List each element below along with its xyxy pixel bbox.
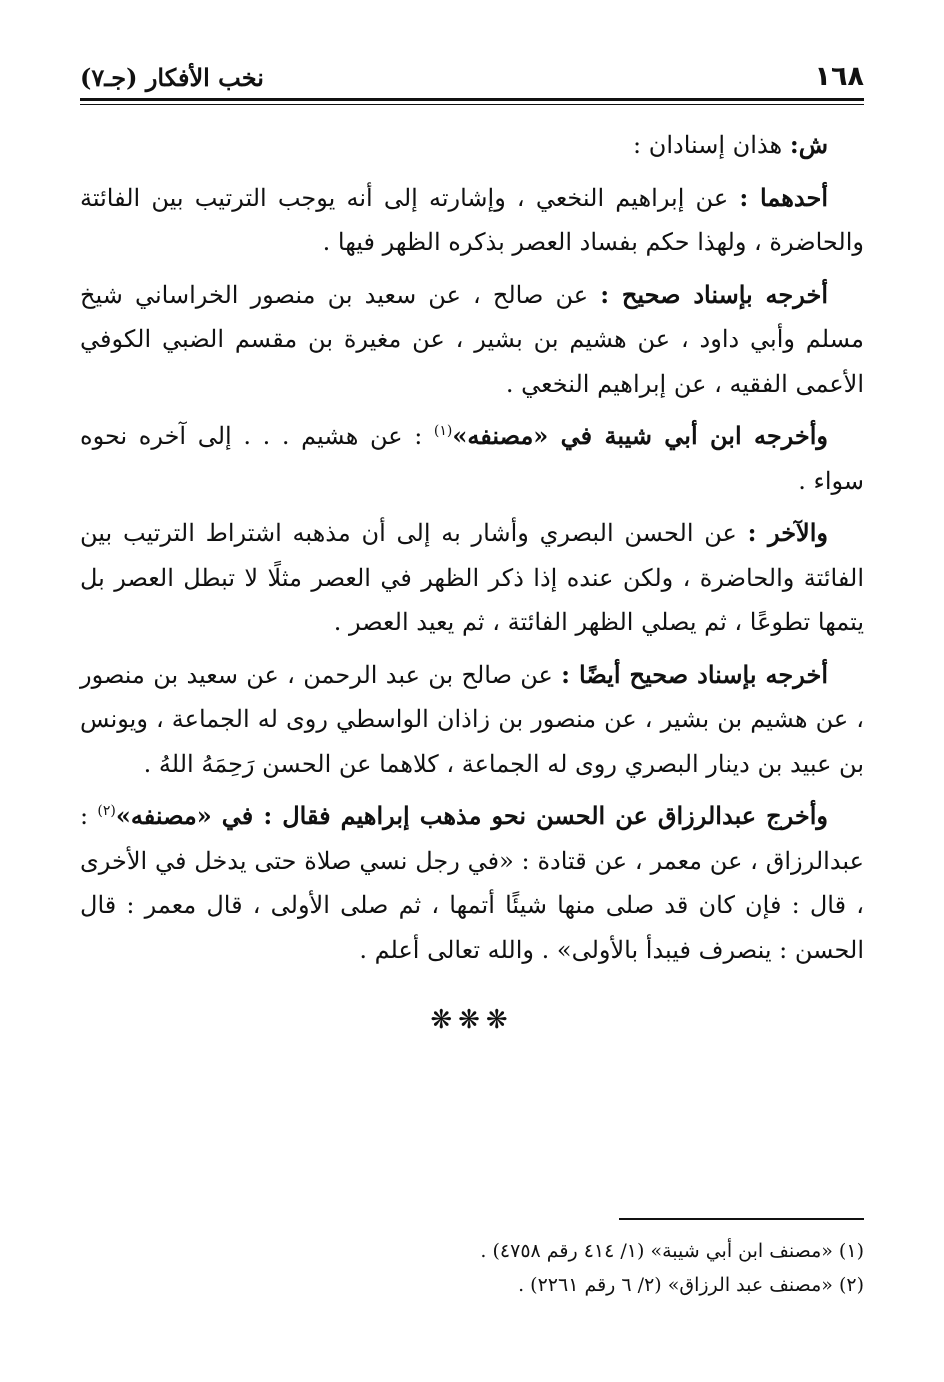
footnote-rule [619, 1218, 864, 1220]
header-rule-thick [80, 98, 864, 101]
footnotes [80, 1218, 864, 1302]
paragraph-2 [80, 176, 864, 265]
footnote-ref-2[interactable]: (٢) [97, 803, 116, 819]
header-rule-thin [80, 104, 864, 105]
paragraph-3 [80, 273, 864, 407]
paragraph-5 [80, 511, 864, 645]
page-header [80, 52, 864, 92]
footnote-1: (١) «مصنف ابن أبي شيبة» (١/ ٤١٤ رقم ٤٧٥٨) . [480, 1240, 864, 1262]
page-number: ١٦٨ [814, 61, 864, 92]
paragraph-1 [80, 123, 864, 168]
paragraph-lead: والآخر : [747, 518, 828, 547]
page [80, 52, 864, 1043]
paragraph-text: : عن هشيم . . . إلى آخره نحوه سواء . [80, 422, 864, 495]
section-separator: ❋❋❋ [430, 1005, 514, 1035]
footnote-ref-1[interactable]: (١) [433, 423, 453, 439]
paragraph-text: عن إبراهيم النخعي ، وإشارته إلى أنه يوجب الترتيب بين الفائتة والحاضرة ، ولهذا حكم بفساد العصر بذكره الظهر فيها . [80, 183, 864, 256]
paragraph-text: : عبدالرزاق ، عن معمر ، عن قتادة : «في رجل نسي صلاة حتى يدخل في الأخرى ، قال : فإن كان قد صلى منها شيئًا أتمها ، ثم صلى الأولى ، قال معمر : قال الحسن : ينصرف فيبدأ بالأولى» . والله تعالى أعلم . [80, 802, 864, 964]
paragraph-text: عن صالح بن عبد الرحمن ، عن سعيد بن منصور ، عن هشيم بن بشير ، عن منصور بن زاذان الواسطي روى له الجماعة ، ويونس بن عبيد بن دينار البصري روى له الجماعة ، كلاهما عن الحسن رَحِمَهُ اللهُ . [80, 660, 864, 778]
paragraph-text: هذان إسنادان : [633, 131, 790, 159]
footnote-2: (٢) «مصنف عبد الرزاق» (٢/ ٦ رقم ٢٢٦١) . [518, 1274, 864, 1296]
paragraph-text: عن صالح ، عن سعيد بن منصور الخراساني شيخ مسلم وأبي داود ، عن هشيم بن بشير ، عن مغيرة بن مقسم الضبي الكوفي الأعمى الفقيه ، عن إبراهيم النخعي . [80, 280, 864, 398]
paragraph-lead: أحدهما : [739, 182, 828, 212]
paragraph-7 [80, 794, 864, 972]
paragraph-lead: وأخرجه ابن أبي شيبة في «مصنفه» [452, 421, 829, 450]
body-text [80, 123, 864, 1043]
paragraph-lead: أخرجه بإسناد صحيح أيضًا : [561, 659, 828, 689]
paragraph-6 [80, 653, 864, 787]
paragraph-lead: وأخرج عبدالرزاق عن الحسن نحو مذهب إبراهيم فقال : في «مصنفه» [115, 801, 828, 830]
paragraph-4 [80, 414, 864, 503]
paragraph-lead: أخرجه بإسناد صحيح : [600, 279, 828, 309]
paragraph-text: عن الحسن البصري وأشار به إلى أن مذهبه اشتراط الترتيب بين الفائتة والحاضرة ، ولكن عنده إذا ذكر الظهر في العصر مثلًا لا تبطل العصر بل يتمها تطوعًا ، ثم يصلي الظهر الفائتة ، ثم يعيد العصر . [80, 519, 864, 636]
running-title: نخب الأفكار (جـ٧) [80, 63, 264, 92]
paragraph-lead: ش: [789, 130, 828, 159]
